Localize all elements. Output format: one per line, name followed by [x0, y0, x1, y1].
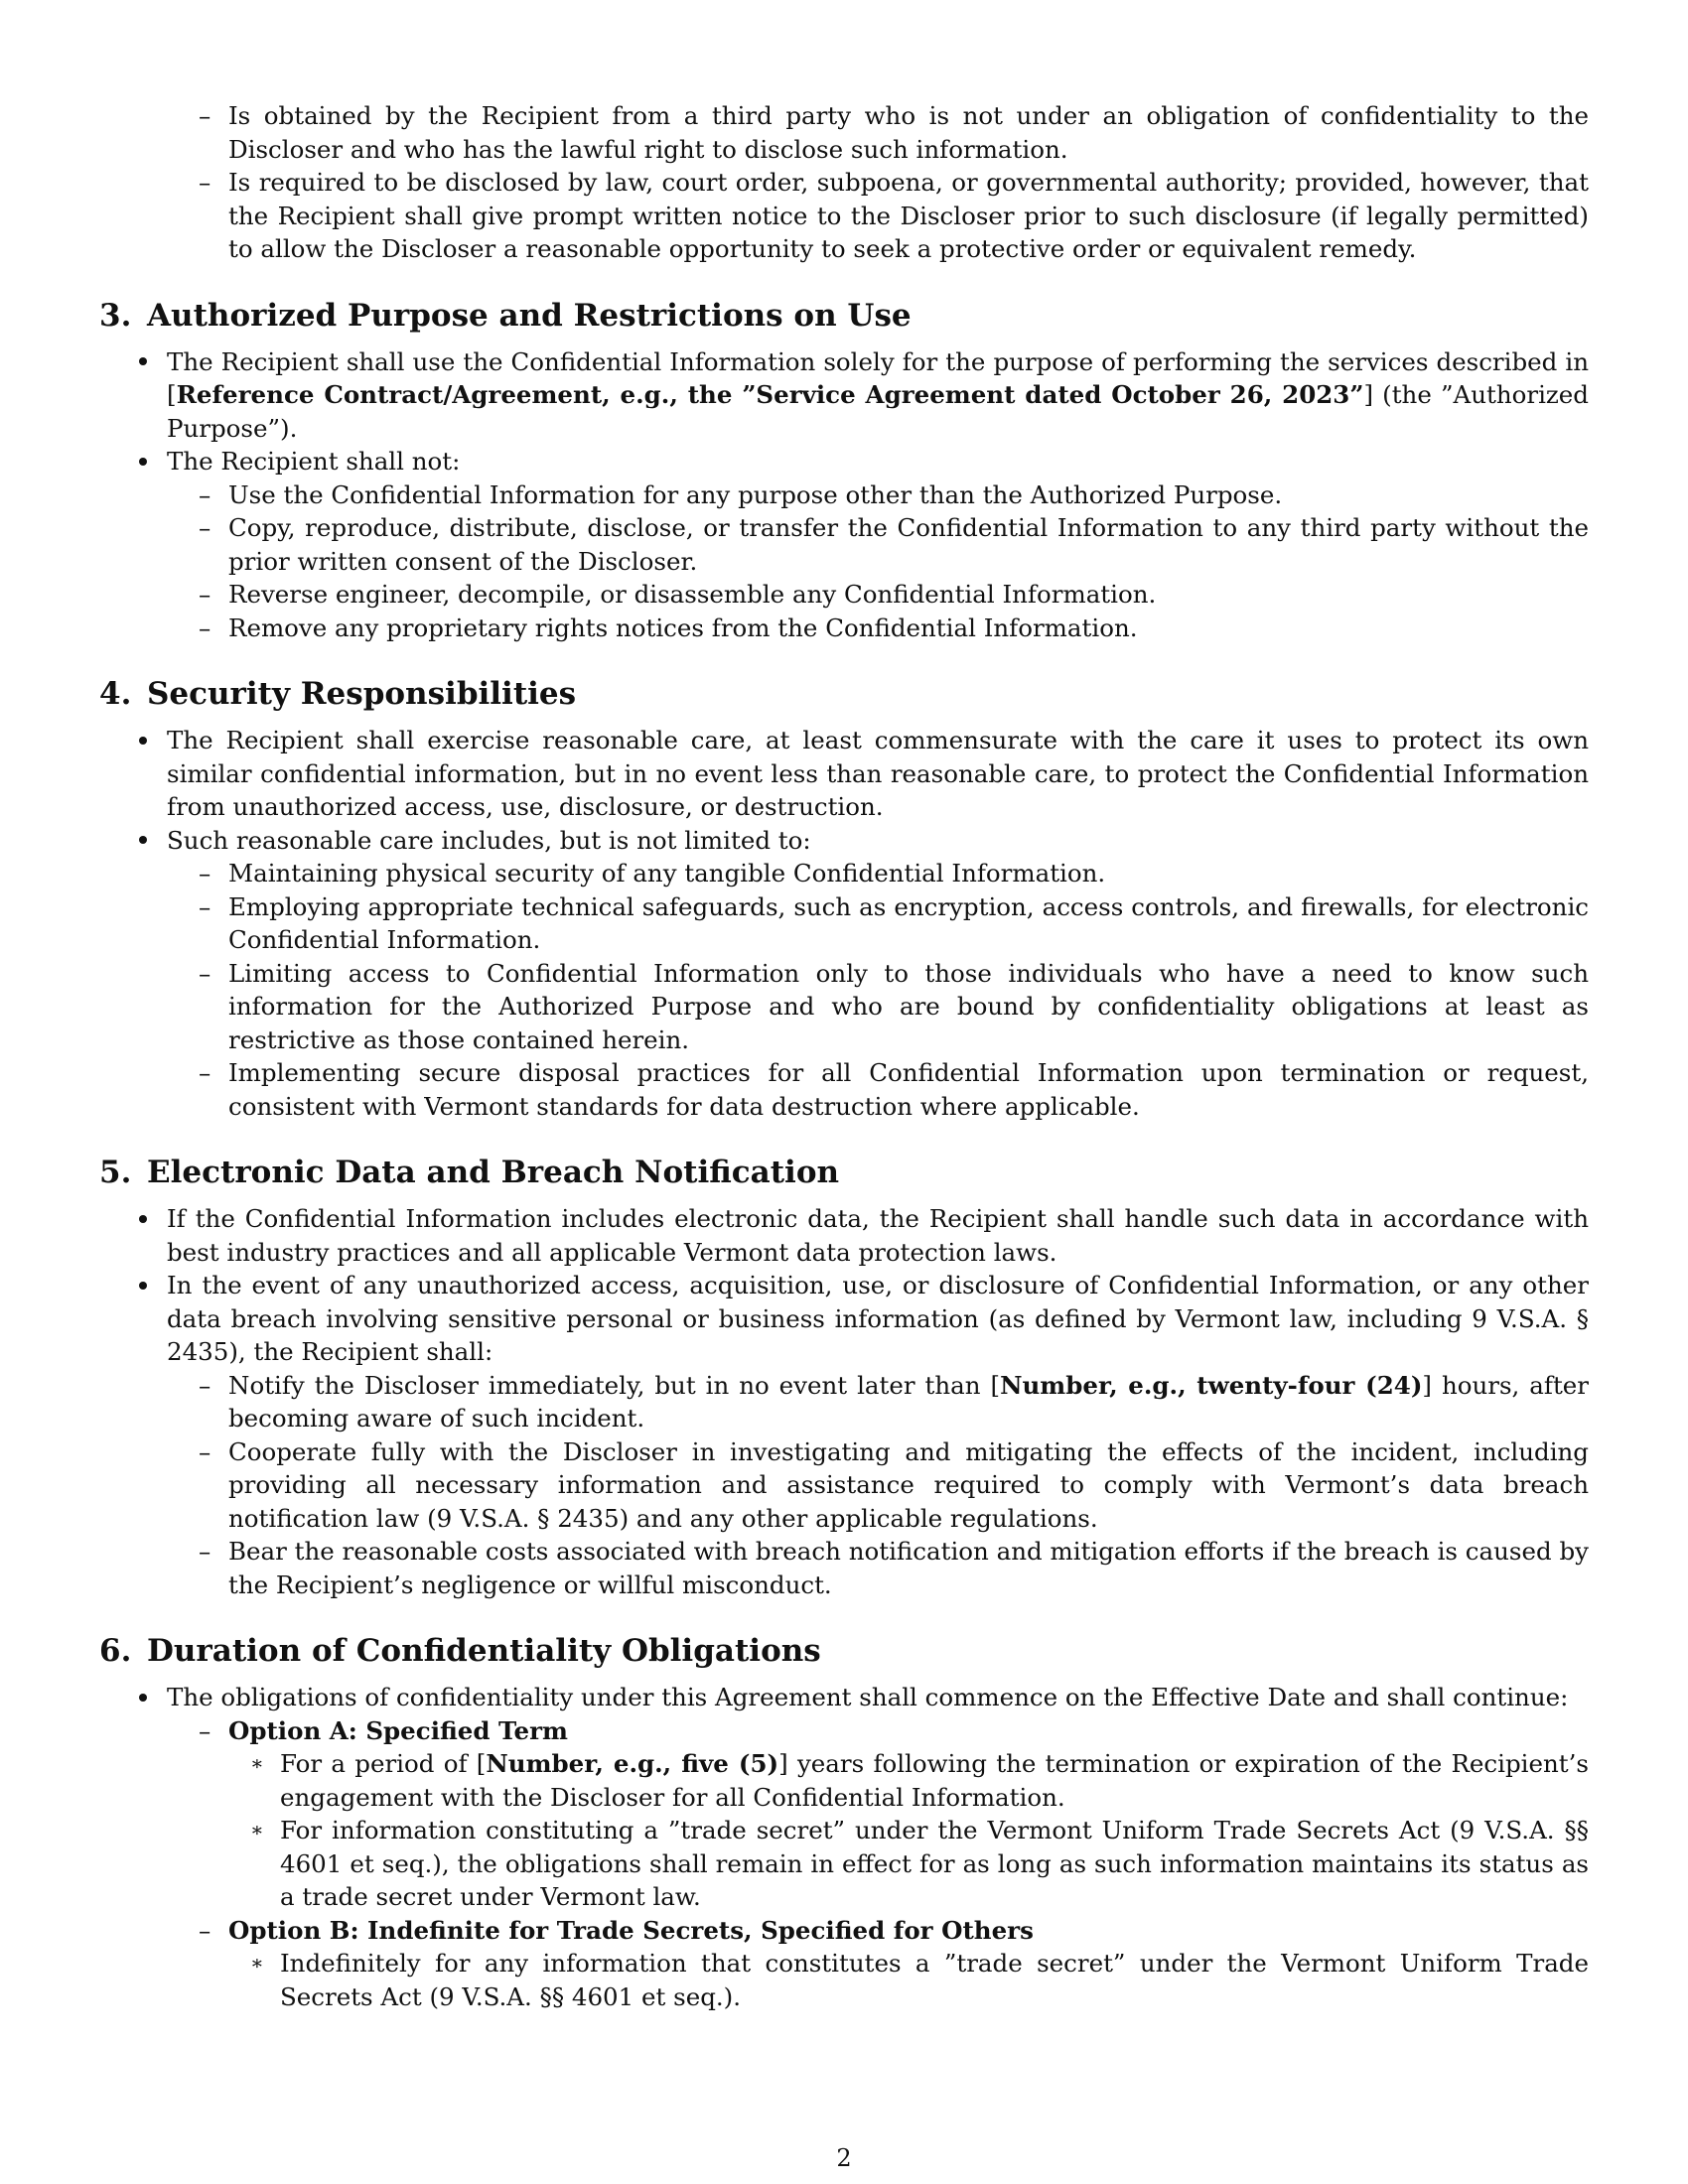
bullet-icon — [139, 737, 147, 745]
dash-marker: – — [199, 613, 211, 642]
bullet-icon — [139, 1215, 147, 1223]
bullet-icon — [139, 357, 147, 365]
list-item: – Implementing secure disposal practices for all Confidential Information upon termination or request, consistent with Vermont standards for data destruction where applicable. — [199, 1058, 1589, 1121]
list-item: In the event of any unauthorized access, acquisition, use, or disclosure of Confidential Information, or any other data breach involving sensitive personal or business information (as defined by Vermont law, including 9 V.S.A. § 2435), the Recipient shall: — [99, 1269, 1589, 1369]
dash-marker: – — [199, 1058, 211, 1087]
section-heading: 6. Duration of Confidentiality Obligations — [99, 1633, 821, 1669]
section-5 — [99, 1153, 1589, 1601]
dash-marker: – — [199, 168, 211, 197]
list-item: – Remove any proprietary rights notices from the Confidential Information. — [99, 612, 1589, 645]
option-a-heading: – Option A: Specified Term — [99, 1714, 1589, 1748]
list-item: – Bear the reasonable costs associated with breach notification and mitigation efforts if the breach is caused by the Recipient’s negligence or willful misconduct. — [199, 1537, 1589, 1599]
star-marker: ∗ — [250, 1951, 264, 1975]
dash-marker: – — [199, 1436, 211, 1466]
dash-marker: – — [199, 859, 211, 887]
bullet-icon — [139, 1694, 147, 1702]
bullet-icon — [139, 1282, 147, 1290]
list-item: – Reverse engineer, decompile, or disassemble any Confidential Information. — [99, 578, 1589, 612]
continuation-list — [99, 99, 1589, 266]
dash-marker: – — [199, 101, 211, 130]
section-heading: 4. Security Responsibilities — [99, 676, 577, 712]
star-marker: ∗ — [250, 1818, 264, 1842]
dash-marker: – — [199, 958, 211, 988]
dash-marker: – — [199, 1715, 211, 1745]
list-item: The Recipient shall use the Confidential Information solely for the purpose of performing the services described in [Reference Contract/Agreement, e.g., the ”Service Agreement dated October 26, 2023”] (the ”Authorized Purpose”). — [99, 345, 1589, 446]
list-item: – Copy, reproduce, distribute, disclose, or transfer the Confidential Information to any third party without the prior written consent of the Discloser. — [199, 513, 1589, 576]
document-body — [99, 99, 1589, 2013]
page-number: 2 — [836, 2144, 852, 2172]
list-item: – Is required to be disclosed by law, court order, subpoena, or governmental authority; provided, however, that the Recipient shall give prompt written notice to the Discloser prior to such disclosure (if legally permitted) to allow the Discloser a reasonable opportunity to seek a protective order or equivalent remedy. — [199, 168, 1589, 263]
list-item: The Recipient shall exercise reasonable care, at least commensurate with the care it uses to protect its own similar confidential information, but in no event less than reasonable care, to protect the Confidential Information from unauthorized access, use, disclosure, or destruction. — [99, 724, 1589, 824]
section-4 — [99, 674, 1589, 1123]
list-item: The Recipient shall not: — [99, 445, 1589, 478]
list-item: – Employing appropriate technical safeguards, such as encryption, access controls, and firewalls, for electronic Confidential Information. — [199, 891, 1589, 954]
list-item: – Is obtained by the Recipient from a third party who is not under an obligation of confidentiality to the Discloser and who has the lawful right to disclose such information. — [199, 101, 1589, 164]
list-item: – Limiting access to Confidential Information only to those individuals who have a need to know such information for the Authorized Purpose and who are bound by confidentiality obligations at least as restrictive as those contained herein. — [199, 958, 1589, 1054]
list-item: – Maintaining physical security of any tangible Confidential Information. — [99, 857, 1589, 890]
list-item: The obligations of confidentiality under this Agreement shall commence on the Effective Date and shall continue: — [99, 1681, 1589, 1714]
list-item: ∗ For a period of [Number, e.g., five (5)] years following the termination or expiration of the Recipient’s engagement with the Discloser for all Confidential Information. — [250, 1749, 1589, 1812]
list-item: – Cooperate fully with the Discloser in investigating and mitigating the effects of the incident, including providing all necessary information and assistance required to comply with Vermont’s data breach notification law (9 V.S.A. § 2435) and any other applicable regulations. — [199, 1436, 1589, 1533]
list-item: ∗ Indefinitely for any information that constitutes a ”trade secret” under the Vermont Uniform Trade Secrets Act (9 V.S.A. §§ 4601 et seq.). — [250, 1949, 1589, 2011]
bullet-icon — [139, 458, 147, 466]
list-item: ∗ For information constituting a ”trade secret” under the Vermont Uniform Trade Secrets Act (9 V.S.A. §§ 4601 et seq.), the obligations shall remain in effect for as long as such information maintains its status as a trade secret under Vermont law. — [250, 1816, 1589, 1911]
dash-marker: – — [199, 1537, 211, 1566]
section-6 — [99, 1631, 1589, 2013]
list-item: – Notify the Discloser immediately, but in no event later than [Number, e.g., twenty-four (24)] hours, after becoming aware of such incident. — [199, 1370, 1590, 1433]
dash-marker: – — [199, 891, 211, 921]
dash-marker: – — [199, 1370, 211, 1400]
star-marker: ∗ — [250, 1751, 264, 1775]
dash-marker: – — [199, 1915, 211, 1945]
list-item: Such reasonable care includes, but is not limited to: — [99, 824, 1589, 858]
bullet-icon — [139, 836, 147, 844]
list-item: – Use the Confidential Information for any purpose other than the Authorized Purpose. — [99, 478, 1589, 512]
dash-marker: – — [199, 513, 211, 542]
dash-marker: – — [199, 479, 211, 509]
section-heading: 5. Electronic Data and Breach Notification — [99, 1155, 840, 1190]
list-item: If the Confidential Information includes electronic data, the Recipient shall handle such data in accordance with best industry practices and all applicable Vermont data protection laws. — [99, 1202, 1589, 1269]
dash-marker: – — [199, 580, 211, 609]
option-b-heading: – Option B: Indefinite for Trade Secrets, Specified for Others — [99, 1914, 1589, 1948]
section-heading: 3. Authorized Purpose and Restrictions on Use — [99, 297, 912, 334]
section-3 — [99, 296, 1589, 645]
